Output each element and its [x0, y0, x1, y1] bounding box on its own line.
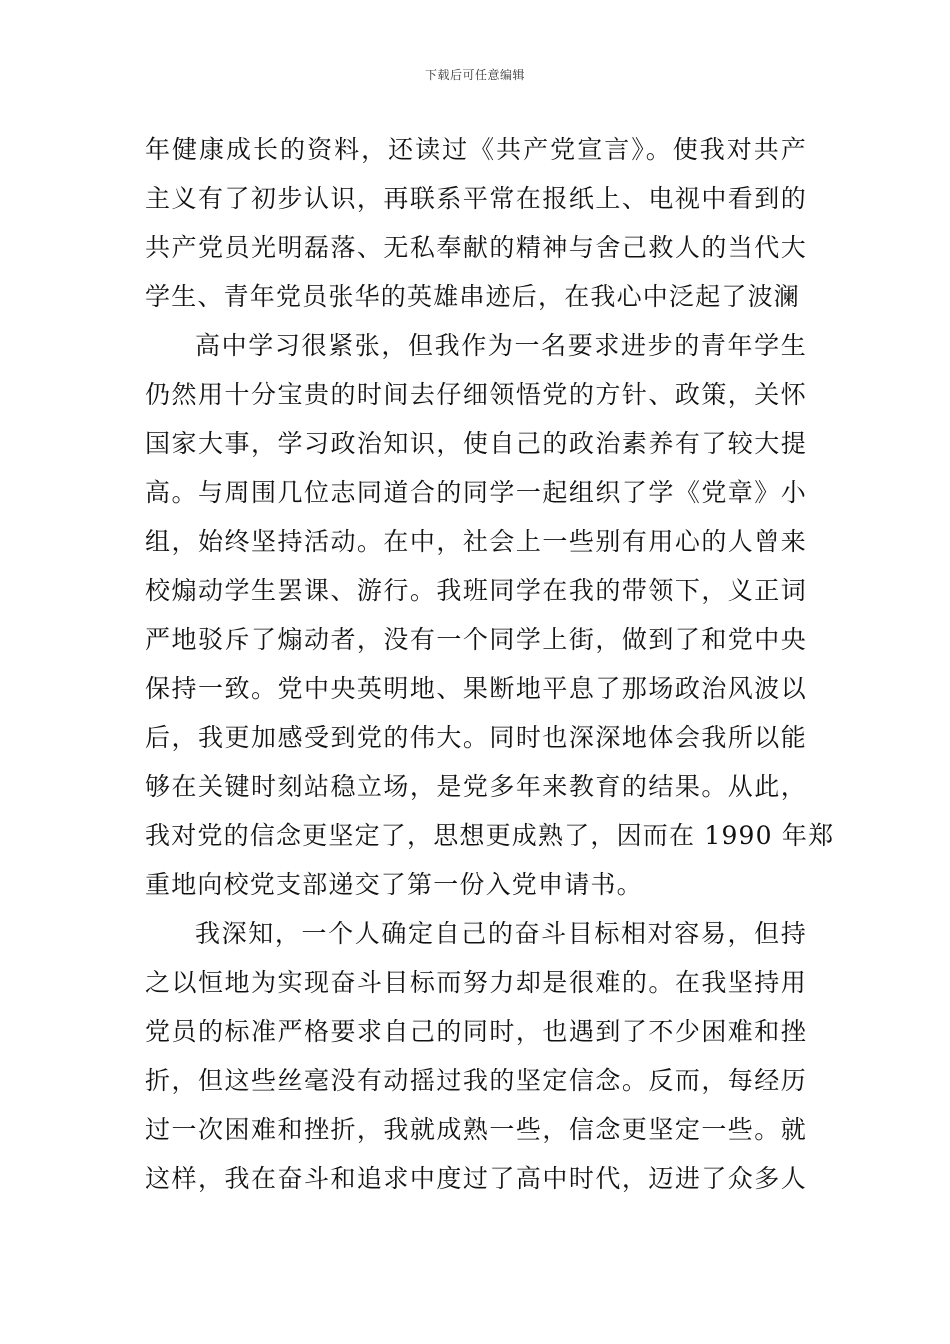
text-line: 我深知，一个人确定自己的奋斗目标相对容易，但持 [195, 919, 807, 948]
text-line: 年健康成长的资料，还读过《共产党宣言》。使我对共产 [145, 135, 807, 164]
text-line: 校煽动学生罢课、游行。我班同学在我的带领下，义正词 [145, 576, 807, 605]
text-line: 这样，我在奋斗和追求中度过了高中时代，迈进了众多人 [145, 1164, 807, 1193]
text-line: 重地向校党支部递交了第一份入党申请书。 [145, 870, 643, 899]
text-line: 学生、青年党员张华的英雄串迹后，在我心中泛起了波澜 [145, 282, 801, 311]
text-line: 主义有了初步认识，再联系平常在报纸上、电视中看到的 [145, 184, 807, 213]
text-line: 仍然用十分宝贵的时间去仔细领悟党的方针、政策，关怀 [145, 380, 807, 409]
text-line: 之以恒地为实现奋斗目标而努力却是很难的。在我坚持用 [145, 968, 807, 997]
text-line: 后，我更加感受到党的伟大。同时也深深地体会我所以能 [145, 723, 807, 752]
text-line: 国家大事，学习政治知识，使自己的政治素养有了较大提 [145, 429, 807, 458]
text-line: 党员的标准严格要求自己的同时，也遇到了不少困难和挫 [145, 1017, 807, 1046]
text-line: 共产党员光明磊落、无私奉献的精神与舍己救人的当代大 [145, 233, 807, 262]
text-line: 高。与周围几位志同道合的同学一起组织了学《党章》小 [145, 478, 807, 507]
text-line: 组，始终坚持活动。在中，社会上一些别有用心的人曾来 [145, 527, 807, 556]
text-line: 我对党的信念更坚定了，思想更成熟了，因而在 1990 年郑 [145, 821, 835, 850]
text-line: 过一次困难和挫折，我就成熟一些，信念更坚定一些。就 [145, 1115, 807, 1144]
text-line: 保持一致。党中央英明地、果断地平息了那场政治风波以 [145, 674, 807, 703]
page-header: 下载后可任意编辑 [424, 68, 525, 82]
text-line: 折，但这些丝毫没有动摇过我的坚定信念。反而，每经历 [145, 1066, 807, 1095]
text-line: 高中学习很紧张，但我作为一名要求进步的青年学生 [195, 331, 807, 360]
text-line: 严地驳斥了煽动者，没有一个同学上街，做到了和党中央 [145, 625, 807, 654]
text-line: 够在关键时刻站稳立场，是党多年来教育的结果。从此， [145, 772, 807, 801]
body-text [145, 125, 835, 1203]
